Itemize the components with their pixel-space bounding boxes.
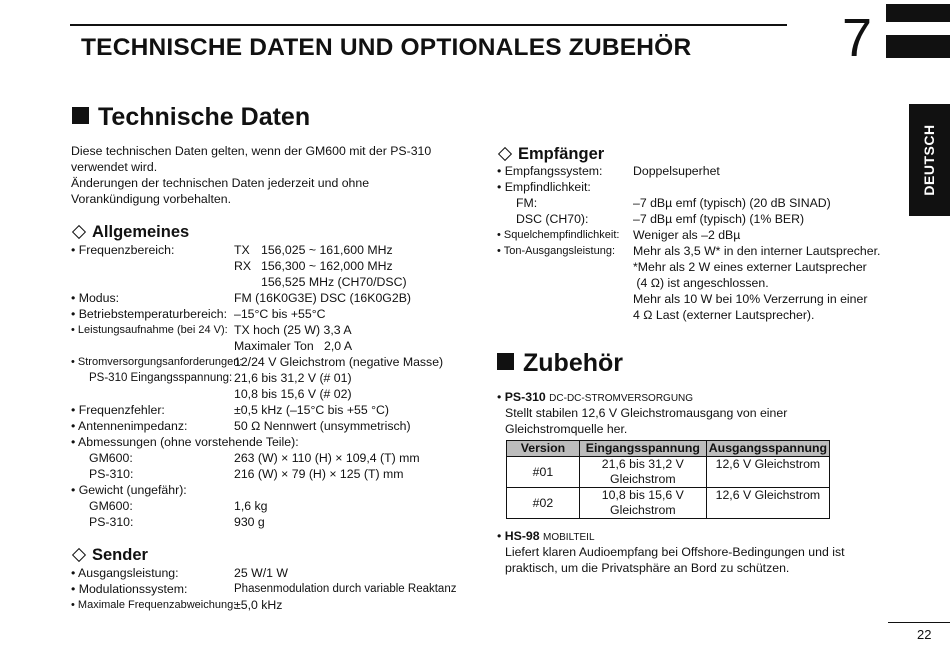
spec-prefix: RX [234,259,252,273]
accessory-desc: Stellt stabilen 12,6 V Gleichstromausgang von einer [505,406,788,420]
table-cell-output: 12,6 V Gleichstrom [706,457,829,488]
spec-label: • Stromversorgungsanforderungen: [71,356,243,368]
spec-value: *Mehr als 2 W eines externer Lautsprecher [633,260,867,274]
subsection-title-general: Allgemeines [71,222,189,242]
spec-value: Mehr als 10 W bei 10% Verzerrung in einer [633,292,868,306]
spec-value: (4 Ω) ist angeschlossen. [633,276,769,290]
spec-value: Phasenmodulation durch variable Reaktanz [234,583,457,595]
spec-label: PS-310: [89,515,134,529]
accessory-name: HS-98 [504,529,540,543]
square-bullet-icon [497,353,514,370]
spec-value: 156,525 MHz (CH70/DSC) [261,275,407,289]
spec-label: • Ton-Ausgangsleistung: [497,245,616,257]
table-cell-input: 10,8 bis 15,6 V Gleichstrom [579,488,706,519]
subsection-title-receiver: Empfänger [497,144,604,164]
table-row [507,488,830,519]
table-cell-output: 12,6 V Gleichstrom [706,488,829,519]
spec-label: • Empfindlichkeit: [497,180,591,194]
spec-value: 1,6 kg [234,499,268,513]
spec-value: 25 W/1 W [234,566,288,580]
spec-label: • Modus: [71,291,120,305]
spec-label: • Ausgangsleistung: [71,566,179,580]
spec-value: Weniger als –2 dBµ [633,228,741,242]
spec-value: 10,8 bis 15,6 V (# 02) [234,387,352,401]
spec-value: FM (16K0G3E) DSC (16K0G2B) [234,291,411,305]
spec-value: Doppelsuperhet [633,164,720,178]
spec-label: GM600: [89,451,133,465]
spec-label: FM: [516,196,538,210]
diamond-bullet-icon [498,147,512,161]
table-cell-input: 21,6 bis 31,2 V Gleichstrom [579,457,706,488]
accessory-desc: Gleichstromquelle her. [505,422,628,436]
spec-value: Maximaler Ton 2,0 A [234,339,353,353]
table-header: Eingangsspannung [579,441,706,457]
spec-value: 50 Ω Nennwert (unsymmetrisch) [234,419,411,433]
spec-label: DSC (CH70): [516,212,589,226]
spec-prefix: TX [234,243,250,257]
spec-value: 930 g [234,515,265,529]
chapter-bar-bottom [886,35,950,58]
spec-value: TX hoch (25 W) 3,3 A [234,323,352,337]
spec-label: PS-310 Eingangsspannung: [89,372,233,384]
spec-label: GM600: [89,499,133,513]
intro-line: verwendet wird. [71,160,158,174]
accessory-desc: Liefert klaren Audioempfang bei Offshore-Bedingungen und ist [505,545,845,559]
spec-label: • Betriebstemperaturbereich: [71,307,228,321]
spec-label: • Leistungsaufnahme (bei 24 V): [71,324,228,336]
language-tab-label: DEUTSCH [921,124,937,196]
spec-label: • Empfangssystem: [497,164,603,178]
spec-label: • Squelchempfindlichkeit: [497,229,620,241]
spec-value: –7 dBµ emf (typisch) (1% BER) [633,212,805,226]
intro-line: Diese technischen Daten gelten, wenn der GM600 mit der PS-310 [71,144,432,158]
spec-value: Mehr als 3,5 W* in den interner Lautsprecher. [633,244,881,258]
accessory-name: PS-310 [504,390,546,404]
accessory-desc: praktisch, um die Privatsphäre an Bord zu schützen. [505,561,790,575]
page-number: 22 [917,627,932,642]
spec-value: 216 (W) × 79 (H) × 125 (T) mm [234,467,404,481]
spec-value: 12/24 V Gleichstrom (negative Masse) [234,355,444,369]
square-bullet-icon [72,107,89,124]
table-header-row [507,441,830,457]
table-header: Ausgangsspannung [706,441,829,457]
spec-label: • Frequenzfehler: [71,403,165,417]
intro-line: Vorankündigung vorbehalten. [71,192,231,206]
diamond-bullet-icon [72,548,86,562]
section-title-specs: Technische Daten [72,102,310,132]
spec-value: 156,025 ~ 161,600 MHz [261,243,393,257]
spec-label: • Gewicht (ungefähr): [71,483,187,497]
table-header: Version [507,441,580,457]
spec-value: 263 (W) × 110 (H) × 109,4 (T) mm [234,451,420,465]
spec-label: • Frequenzbereich: [71,243,175,257]
spec-value: 4 Ω Last (externer Lautsprecher). [633,308,815,322]
spec-value: ±5,0 kHz [234,598,283,612]
spec-value: –7 dBµ emf (typisch) (20 dB SINAD) [633,196,831,210]
diamond-bullet-icon [72,225,86,239]
ps310-version-table [506,440,830,519]
accessory-type: DC-DC-STROMVERSORGUNG [549,393,694,404]
spec-value: 156,300 ~ 162,000 MHz [261,259,393,273]
table-cell-version: #02 [507,488,580,519]
chapter-bar-top [886,4,950,22]
chapter-title: TECHNISCHE DATEN UND OPTIONALES ZUBEHÖR [81,34,692,61]
header-rule [70,24,787,26]
accessory-type: MOBILTEIL [543,532,595,543]
spec-value: ±0,5 kHz (–15°C bis +55 °C) [234,403,389,417]
table-row [507,457,830,488]
spec-value: 21,6 bis 31,2 V (# 01) [234,371,352,385]
table-cell-version: #01 [507,457,580,488]
accessory-hs98-heading: • HS-98 MOBILTEIL [497,529,595,543]
spec-label: • Modulationssystem: [71,582,188,596]
intro-line: Änderungen der technischen Daten jederzeit und ohne [71,176,370,190]
spec-label: PS-310: [89,467,134,481]
subsection-title-transmitter: Sender [71,545,148,565]
spec-value: –15°C bis +55°C [234,307,326,321]
accessory-ps310-heading: • PS-310 DC-DC-STROMVERSORGUNG [497,390,694,404]
footer-rule [888,622,950,623]
spec-label: • Maximale Frequenzabweichung: [71,599,237,611]
chapter-number: 7 [842,8,873,68]
spec-label: • Antennenimpedanz: [71,419,188,433]
spec-label: • Abmessungen (ohne vorstehende Teile): [71,435,299,449]
section-title-accessories: Zubehör [497,348,623,378]
